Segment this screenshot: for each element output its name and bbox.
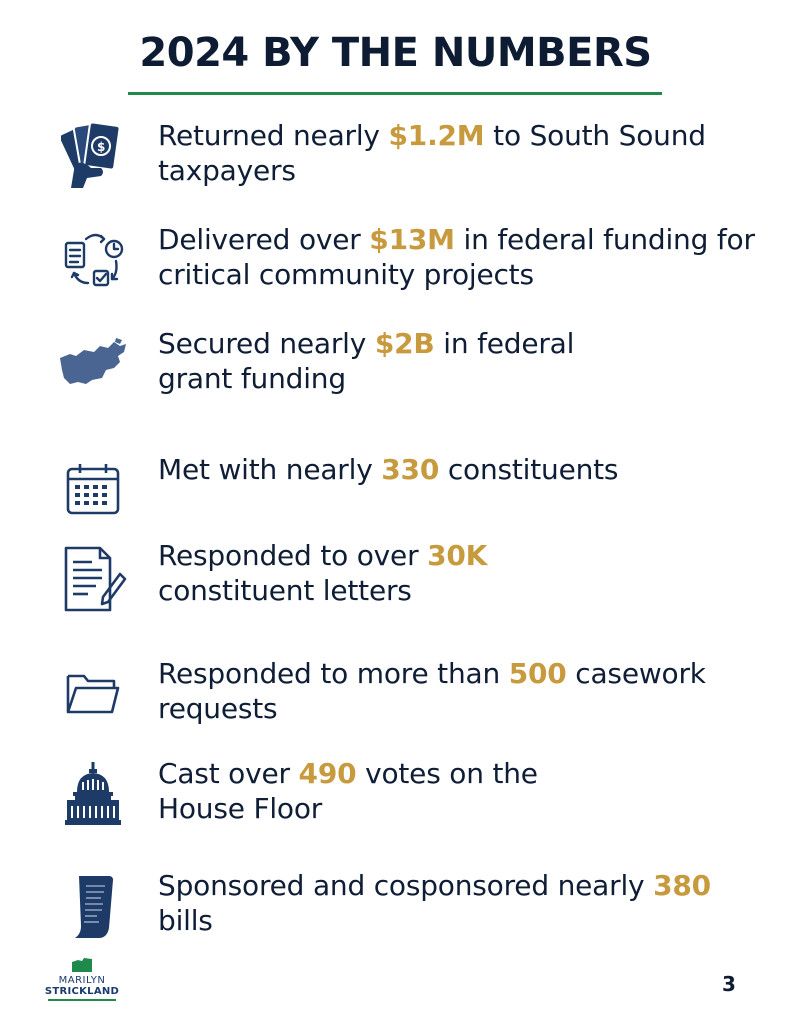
stat-item-letters <box>50 538 770 628</box>
stat-text: Cast over 490 votes on the House Floor <box>158 757 538 825</box>
stat-value: 380 <box>653 869 711 902</box>
letter-pen-icon <box>56 542 130 616</box>
stat-text: Responded to over 30K constituent letters <box>158 539 488 607</box>
process-cycle-icon <box>56 222 130 296</box>
stat-item-grants <box>50 326 770 416</box>
stat-text: Sponsored and cosponsored nearly 380 bills <box>158 869 711 937</box>
marilyn-strickland-logo <box>44 958 120 1012</box>
capitol-icon <box>56 758 130 832</box>
stat-value: 330 <box>381 453 440 486</box>
stat-text: Secured nearly $2B in federal grant funding <box>158 327 575 395</box>
money-hand-icon <box>56 118 130 192</box>
page-title: 2024 BY THE NUMBERS <box>139 30 652 76</box>
stat-item-refunds <box>50 118 770 208</box>
stat-value: 490 <box>298 757 357 790</box>
calendar-icon <box>56 452 130 526</box>
stat-text: Met with nearly 330 constituents <box>158 453 619 486</box>
stat-text: Delivered over $13M in federal funding for critical community projects <box>158 223 755 291</box>
page-number: 3 <box>722 972 736 996</box>
stat-value: $2B <box>374 327 435 360</box>
svg-text:$: $ <box>97 140 106 154</box>
stat-value: $1.2M <box>388 119 485 152</box>
stat-item-votes <box>50 756 770 846</box>
stat-value: $13M <box>369 223 455 256</box>
title-underline <box>128 92 662 95</box>
stat-text: Responded to more than 500 casework requests <box>158 657 706 725</box>
stat-item-federal-funding <box>50 222 770 312</box>
stat-value: 500 <box>508 657 567 690</box>
stat-item-bills <box>50 868 770 958</box>
stat-value: 30K <box>427 539 488 572</box>
logo-last-name: STRICKLAND <box>44 986 120 997</box>
scroll-icon <box>56 870 130 944</box>
district-map-icon <box>56 326 130 400</box>
stat-text: Returned nearly $1.2M to South Sound taxpayers <box>158 119 706 187</box>
washington-state-icon <box>70 958 94 974</box>
folder-icon <box>56 656 130 730</box>
stat-item-casework <box>50 656 770 746</box>
stat-item-constituent-meetings <box>50 452 770 542</box>
logo-first-name: MARILYN <box>58 975 106 986</box>
logo-underline <box>48 999 116 1001</box>
